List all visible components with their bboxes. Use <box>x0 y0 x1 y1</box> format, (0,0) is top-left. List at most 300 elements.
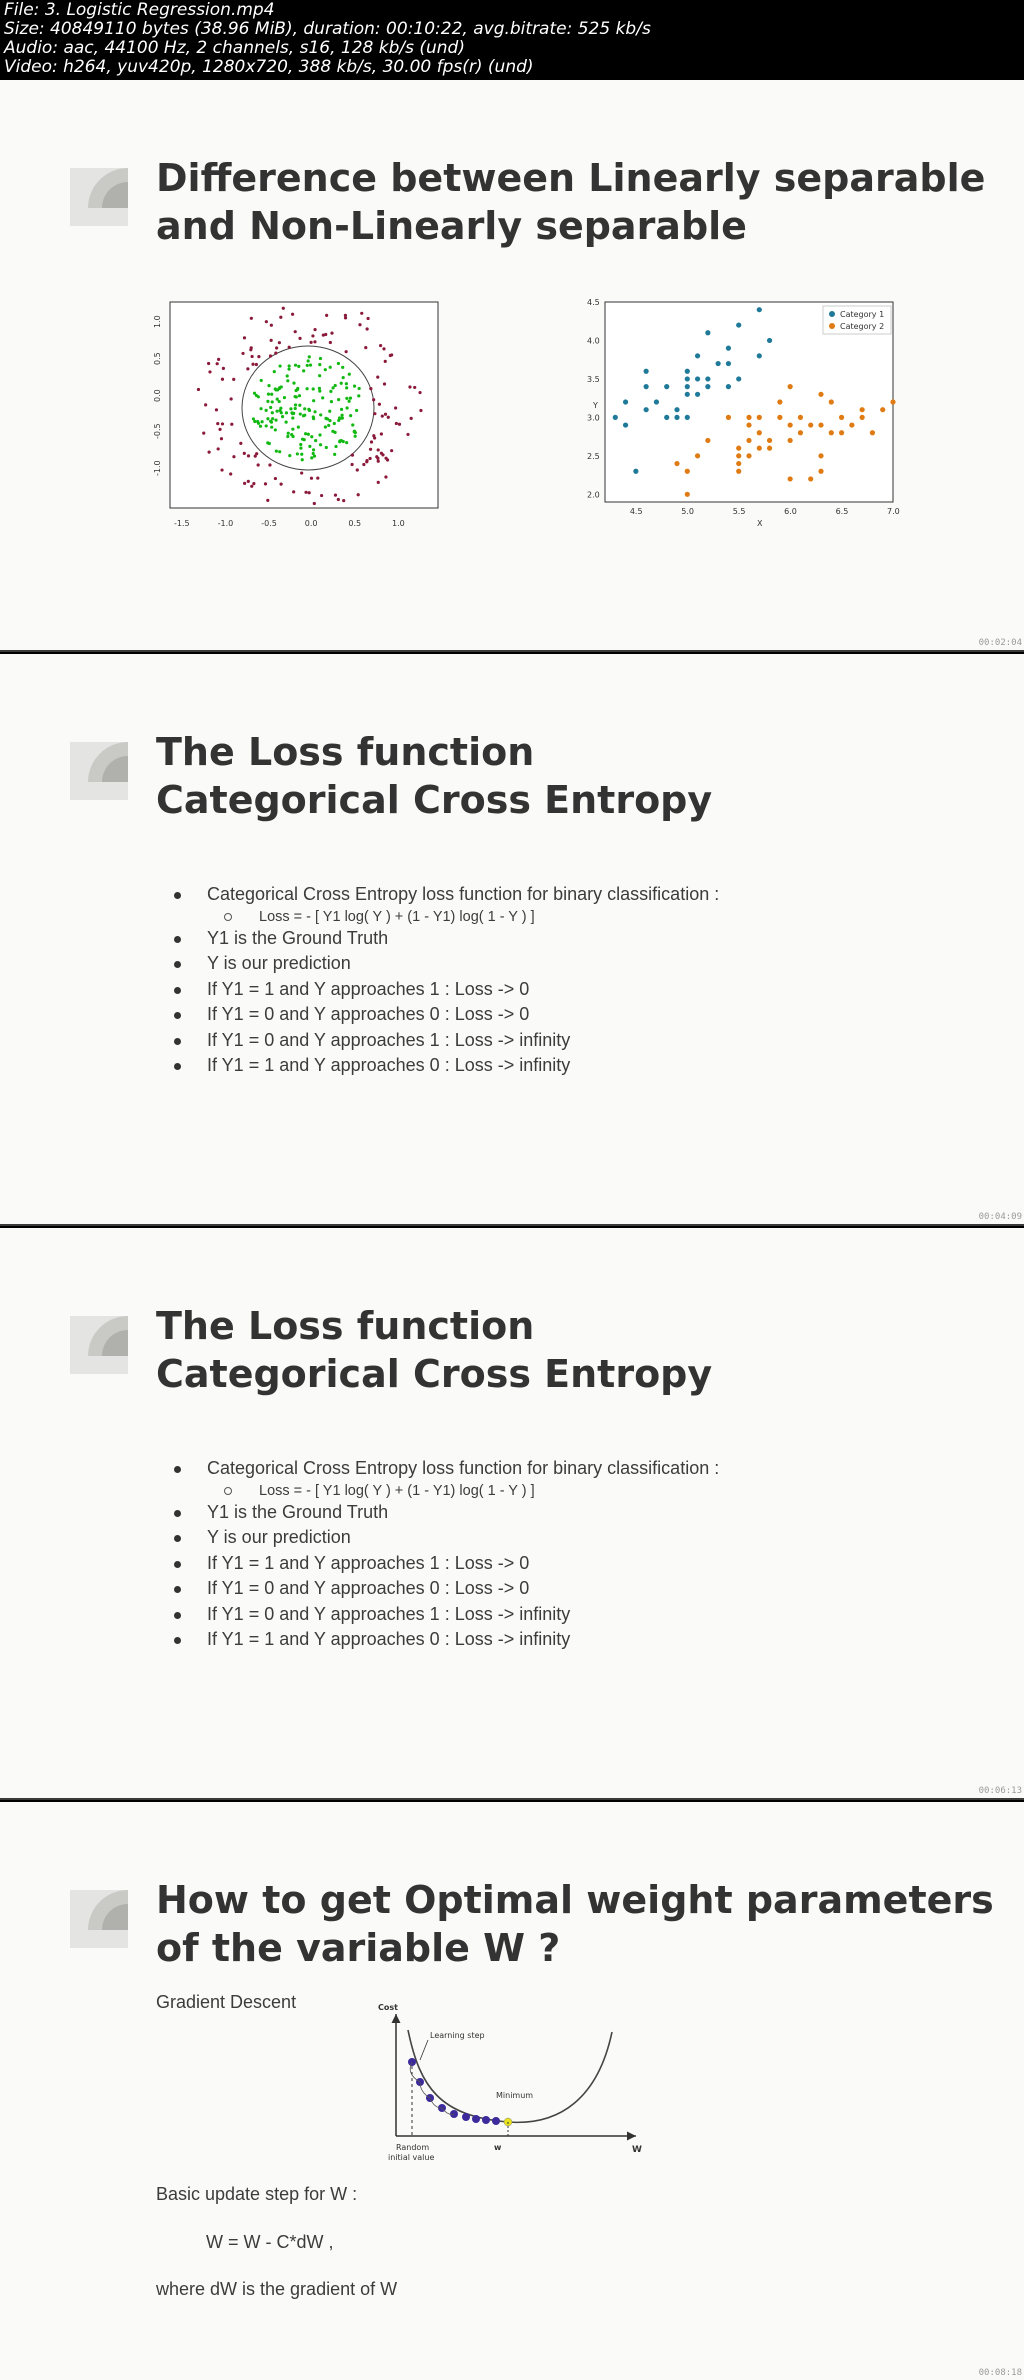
outer-point <box>250 317 253 320</box>
update-step-label: Basic update step for W : <box>156 2184 358 2204</box>
slide-frame-1 <box>0 80 1024 652</box>
category-1-point <box>695 353 700 358</box>
inner-point <box>354 435 357 438</box>
category-2-point <box>798 415 803 420</box>
category-1-point <box>685 415 690 420</box>
bullet-list <box>170 1456 719 1653</box>
outer-point <box>300 471 303 474</box>
inner-point <box>319 443 322 446</box>
y-tick-label: 4.0 <box>587 336 600 346</box>
outer-point <box>288 346 291 349</box>
inner-point <box>294 403 297 406</box>
category-2-point <box>788 384 793 389</box>
category-2-point <box>870 430 875 435</box>
outer-point <box>313 340 316 343</box>
inner-point <box>275 450 278 453</box>
inner-point <box>318 433 321 436</box>
inner-point <box>299 447 302 450</box>
x-tick-label: 6.5 <box>835 507 849 516</box>
outer-point <box>369 457 372 460</box>
outer-point <box>410 417 413 420</box>
slide-title: The Loss function Categorical Cross Entropy <box>156 730 713 822</box>
inner-point <box>329 390 332 393</box>
slide-title: The Loss function Categorical Cross Entropy <box>156 1304 713 1396</box>
inner-point <box>318 363 321 366</box>
category-1-point <box>736 322 741 327</box>
x-tick-label: -1.5 <box>174 519 190 528</box>
frame-timestamp: 00:08:18 <box>978 2368 1022 2378</box>
outer-point <box>232 378 235 381</box>
x-tick-label: 4.5 <box>629 507 643 516</box>
category-2-point <box>674 461 679 466</box>
inner-point <box>358 387 361 390</box>
inner-point <box>267 392 270 395</box>
inner-point <box>259 425 262 428</box>
inner-point <box>292 382 295 385</box>
inner-point <box>268 442 271 445</box>
outer-point <box>282 307 285 310</box>
outer-point <box>413 386 416 389</box>
outer-point <box>255 363 258 366</box>
inner-point <box>338 439 341 442</box>
inner-point <box>331 430 334 433</box>
outer-point <box>292 490 295 493</box>
outer-point <box>268 463 271 466</box>
inner-point <box>324 417 327 420</box>
category-2-point <box>829 430 834 435</box>
outer-point <box>381 453 384 456</box>
inner-point <box>260 420 263 423</box>
category-1-point <box>757 353 762 358</box>
inner-point <box>345 382 348 385</box>
outer-point <box>342 499 345 502</box>
legend-marker-cat1 <box>829 311 835 317</box>
outer-point <box>215 408 218 411</box>
inner-point <box>306 364 309 367</box>
outer-point <box>280 483 283 486</box>
file-size: Size: 40849110 bytes (38.96 MiB), duration: 00:10:22, avg.bitrate: 525 kb/s <box>4 19 651 39</box>
list-item: Categorical Cross Entropy loss function for binary classification : <box>170 882 719 908</box>
outer-point <box>356 468 359 471</box>
category-1-point <box>633 469 638 474</box>
outer-point <box>294 330 297 333</box>
inner-point <box>340 382 343 385</box>
outer-point <box>390 449 393 452</box>
inner-point <box>296 452 299 455</box>
outer-point <box>372 434 375 437</box>
outer-point <box>394 406 397 409</box>
inner-point <box>294 407 297 410</box>
category-1-point <box>623 422 628 427</box>
category-1-point <box>685 369 690 374</box>
outer-point <box>383 382 386 385</box>
outer-point <box>304 491 307 494</box>
outer-point <box>197 388 200 391</box>
inner-point <box>298 404 301 407</box>
file-name: File: 3. Logistic Regression.mp4 <box>4 0 275 20</box>
slide-corner-icon <box>70 168 128 226</box>
inner-point <box>324 425 327 428</box>
outer-point <box>316 476 319 479</box>
inner-point <box>324 368 327 371</box>
inner-point <box>348 373 351 376</box>
slide-title: How to get Optimal weight parameters of the variable W ? <box>156 1878 994 1970</box>
inner-point <box>308 355 311 358</box>
inner-point <box>303 407 306 410</box>
outer-point <box>232 455 235 458</box>
inner-point <box>297 426 300 429</box>
category-2-point <box>849 422 854 427</box>
x-tick-label: 5.5 <box>732 507 746 516</box>
outer-point <box>241 352 244 355</box>
outer-point <box>250 485 253 488</box>
inner-point <box>357 394 360 397</box>
outer-point <box>239 442 242 445</box>
audio-info: Audio: aac, 44100 Hz, 2 channels, s16, 128 kb/s (und) <box>4 38 465 58</box>
category-1-point <box>644 384 649 389</box>
inner-point <box>338 416 341 419</box>
outer-point <box>373 412 376 415</box>
x-tick-label: 5.0 <box>681 507 695 516</box>
outer-point <box>386 458 389 461</box>
inner-point <box>318 374 321 377</box>
inner-point <box>308 445 311 448</box>
gradient-descent-diagram <box>370 1998 650 2178</box>
outer-point <box>357 493 360 496</box>
outer-point <box>266 499 269 502</box>
outer-point <box>387 416 390 419</box>
outer-point <box>313 502 316 505</box>
inner-point <box>269 406 272 409</box>
frame-timestamp: 00:06:13 <box>978 1786 1022 1796</box>
legend <box>823 306 891 334</box>
category-2-point <box>777 415 782 420</box>
category-2-point <box>829 399 834 404</box>
slide-corner-icon <box>70 1890 128 1948</box>
outer-point <box>345 350 348 353</box>
inner-point <box>286 374 289 377</box>
category-2-point <box>860 407 865 412</box>
y-tick-label: -0.5 <box>153 423 162 439</box>
y-tick-label: 4.5 <box>587 298 600 307</box>
list-item: If Y1 = 0 and Y approaches 1 : Loss -> infinity <box>170 1028 719 1054</box>
category-1-point <box>726 361 731 366</box>
outer-point <box>246 367 249 370</box>
outer-point <box>310 477 313 480</box>
outer-point <box>257 355 260 358</box>
inner-point <box>287 432 290 435</box>
inner-point <box>334 445 337 448</box>
file-info-header <box>0 0 1024 80</box>
inner-point <box>345 441 348 444</box>
category-1-point <box>674 415 679 420</box>
inner-point <box>304 432 307 435</box>
category-2-point <box>808 422 813 427</box>
list-item: Categorical Cross Entropy loss function for binary classification : <box>170 1456 719 1482</box>
inner-point <box>276 397 279 400</box>
outer-point <box>350 463 353 466</box>
nonlinear-scatter-plot <box>150 298 450 538</box>
inner-point <box>280 385 283 388</box>
category-1-point <box>767 338 772 343</box>
category-1-point <box>757 307 762 312</box>
inner-point <box>299 412 302 415</box>
y-tick-label: 2.0 <box>587 490 600 500</box>
category-2-point <box>788 422 793 427</box>
outer-point <box>384 360 387 363</box>
outer-point <box>408 385 411 388</box>
inner-point <box>345 406 348 409</box>
category-2-point <box>705 438 710 443</box>
inner-point <box>329 366 332 369</box>
outer-point <box>291 313 294 316</box>
outer-point <box>275 346 278 349</box>
outer-point <box>380 432 383 435</box>
slide-frame-3 <box>0 1228 1024 1800</box>
outer-point <box>419 409 422 412</box>
inner-point <box>257 422 260 425</box>
y-tick-label: -1.0 <box>153 460 162 476</box>
category-2-point <box>736 461 741 466</box>
category-1-point <box>695 376 700 381</box>
outer-point <box>378 403 381 406</box>
list-item: If Y1 = 1 and Y approaches 0 : Loss -> infinity <box>170 1627 719 1653</box>
list-item: If Y1 = 1 and Y approaches 1 : Loss -> 0 <box>170 1551 719 1577</box>
outer-point <box>308 491 311 494</box>
inner-point <box>299 443 302 446</box>
category-1-point <box>726 384 731 389</box>
gradient-note: where dW is the gradient of W <box>156 2279 398 2299</box>
inner-point <box>312 452 315 455</box>
category-2-point <box>767 446 772 451</box>
outer-point <box>384 413 387 416</box>
outer-point <box>365 459 368 462</box>
outer-point <box>222 367 225 370</box>
inner-point <box>271 417 274 420</box>
outer-point <box>372 398 375 401</box>
category-2-point <box>818 392 823 397</box>
outer-point <box>330 332 333 335</box>
outer-point <box>309 341 312 344</box>
category-1-point <box>685 392 690 397</box>
outer-point <box>398 423 401 426</box>
inner-point <box>319 357 322 360</box>
inner-point <box>290 433 293 436</box>
outer-point <box>364 346 367 349</box>
inner-point <box>319 413 322 416</box>
category-2-point <box>798 430 803 435</box>
inner-point <box>283 396 286 399</box>
inner-point <box>333 453 336 456</box>
outer-point <box>279 316 282 319</box>
category-2-point <box>757 430 762 435</box>
inner-point <box>266 417 269 420</box>
inner-point <box>337 362 340 365</box>
slide-corner-icon <box>70 742 128 800</box>
inner-point <box>308 409 311 412</box>
inner-point <box>274 428 277 431</box>
outer-point <box>344 314 347 317</box>
outer-point <box>207 362 210 365</box>
inner-point <box>291 412 294 415</box>
inner-point <box>278 400 281 403</box>
category-2-point <box>808 476 813 481</box>
inner-point <box>274 387 277 390</box>
random-label-2: initial value <box>388 2153 435 2162</box>
category-2-point <box>860 415 865 420</box>
outer-point <box>269 354 272 357</box>
legend-cat2: Category 2 <box>840 322 885 331</box>
outer-point <box>329 341 332 344</box>
category-2-point <box>736 453 741 458</box>
linear-scatter-plot <box>585 298 905 538</box>
outer-point <box>220 468 223 471</box>
category-1-point <box>726 346 731 351</box>
outer-point <box>251 363 254 366</box>
x-tick-label: -1.0 <box>217 519 234 528</box>
outer-point <box>208 370 211 373</box>
list-item: If Y1 = 1 and Y approaches 1 : Loss -> 0 <box>170 977 719 1003</box>
inner-point <box>302 414 305 417</box>
x-tick-label: 0.0 <box>304 519 318 528</box>
outer-point <box>298 337 301 340</box>
inner-point <box>293 395 296 398</box>
outer-point <box>216 362 219 365</box>
inner-point <box>342 376 345 379</box>
category-2-point <box>788 438 793 443</box>
update-formula: W = W - C*dW , <box>206 2232 334 2252</box>
y-tick-label: 0.0 <box>153 389 162 402</box>
inner-point <box>260 379 263 382</box>
outer-point <box>217 447 220 450</box>
inner-point <box>288 454 291 457</box>
gradient-descent-label: Gradient Descent <box>156 1992 297 2012</box>
outer-point <box>270 339 273 342</box>
category-2-point <box>746 415 751 420</box>
x-tick-label: -0.5 <box>261 519 277 528</box>
category-1-point <box>705 376 710 381</box>
outer-point <box>406 433 409 436</box>
inner-point <box>349 396 352 399</box>
x-tick-label: 1.0 <box>392 519 405 528</box>
category-2-point <box>685 469 690 474</box>
legend-cat1: Category 1 <box>840 310 885 319</box>
inner-point <box>270 421 273 424</box>
list-item: If Y1 = 1 and Y approaches 0 : Loss -> infinity <box>170 1053 719 1079</box>
inner-point <box>285 411 288 414</box>
outer-point <box>377 460 380 463</box>
list-item: If Y1 = 0 and Y approaches 1 : Loss -> infinity <box>170 1602 719 1628</box>
inner-point <box>332 386 335 389</box>
category-2-point <box>746 453 751 458</box>
outer-point <box>270 324 273 327</box>
inner-point <box>310 456 313 459</box>
outer-point <box>376 457 379 460</box>
x-tick-label: 6.0 <box>784 507 797 516</box>
inner-point <box>278 450 281 453</box>
category-1-point <box>736 376 741 381</box>
category-2-point <box>767 438 772 443</box>
outer-point <box>379 344 382 347</box>
inner-point <box>312 387 315 390</box>
list-item: If Y1 = 0 and Y approaches 0 : Loss -> 0 <box>170 1002 719 1028</box>
inner-point <box>281 415 284 418</box>
inner-point <box>296 387 299 390</box>
inner-point <box>337 398 340 401</box>
slide-frame-2 <box>0 654 1024 1226</box>
outer-point <box>278 341 281 344</box>
inner-point <box>259 407 262 410</box>
outer-point <box>247 454 250 457</box>
inner-point <box>271 411 274 414</box>
outer-point <box>381 414 384 417</box>
category-1-point <box>695 392 700 397</box>
category-2-point <box>746 438 751 443</box>
outer-point <box>250 355 253 358</box>
inner-point <box>275 410 278 413</box>
inner-point <box>341 366 344 369</box>
inner-point <box>298 394 301 397</box>
inner-point <box>334 384 337 387</box>
inner-point <box>318 387 321 390</box>
frame-timestamp: 00:04:09 <box>978 1212 1022 1222</box>
legend-marker-cat2 <box>829 323 835 329</box>
y-axis-label: Y <box>593 401 598 410</box>
category-1-point <box>685 384 690 389</box>
inner-point <box>348 400 351 403</box>
inner-point <box>325 446 328 449</box>
outer-point <box>230 397 233 400</box>
outer-point <box>362 463 365 466</box>
inner-point <box>306 387 309 390</box>
inner-point <box>309 363 312 366</box>
inner-point <box>289 407 292 410</box>
category-2-point <box>736 446 741 451</box>
inner-point <box>300 453 303 456</box>
outer-point <box>207 451 210 454</box>
outer-point <box>311 334 314 337</box>
inner-point <box>351 423 354 426</box>
category-1-point <box>705 384 710 389</box>
inner-point <box>267 384 270 387</box>
inner-point <box>287 368 290 371</box>
outer-point <box>370 440 373 443</box>
inner-point <box>285 421 288 424</box>
outer-point <box>384 475 387 478</box>
outer-point <box>243 482 246 485</box>
outer-point <box>376 375 379 378</box>
category-1-point <box>654 399 659 404</box>
category-2-point <box>726 415 731 420</box>
inner-point <box>271 400 274 403</box>
outer-point <box>369 448 372 451</box>
inner-point <box>355 409 358 412</box>
inner-point <box>291 416 294 419</box>
inner-point <box>353 385 356 388</box>
outer-point <box>334 494 337 497</box>
category-1-point <box>644 407 649 412</box>
outer-point <box>254 455 257 458</box>
category-1-point <box>685 376 690 381</box>
outer-point <box>202 432 205 435</box>
outer-point <box>382 347 385 350</box>
inner-point <box>253 392 256 395</box>
outer-point <box>252 482 255 485</box>
category-2-point <box>757 415 762 420</box>
outer-point <box>351 454 354 457</box>
outer-point <box>221 422 224 425</box>
inner-point <box>312 399 315 402</box>
